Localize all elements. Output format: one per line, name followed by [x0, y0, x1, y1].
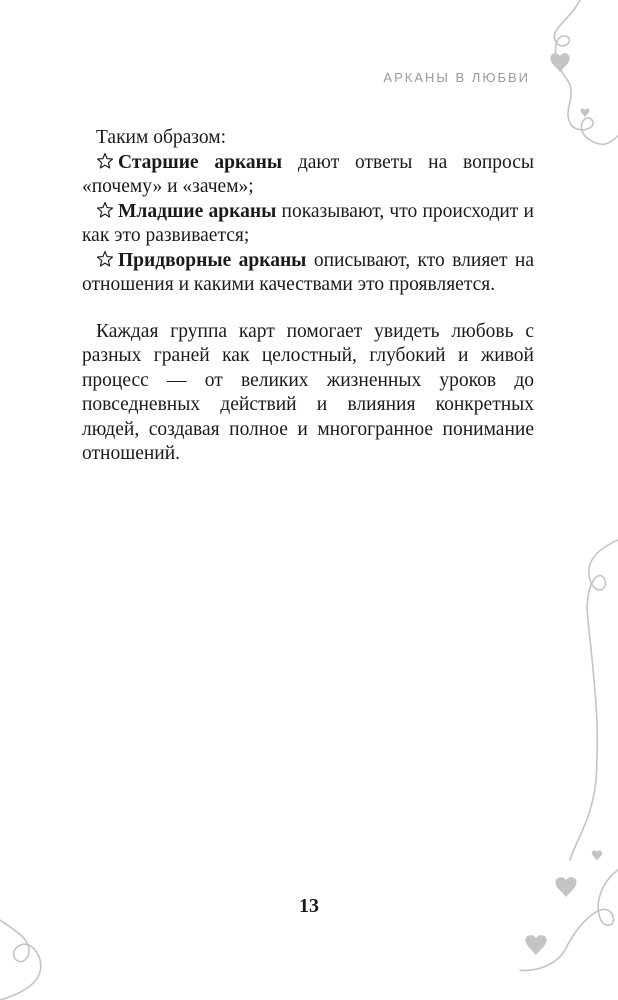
- list-item-term: Придворные арканы: [118, 249, 307, 271]
- list-item-term: Старшие арканы: [118, 151, 283, 173]
- list-item: [82, 200, 534, 249]
- body-text: [82, 126, 534, 467]
- list-item-term: Младшие арканы: [118, 200, 277, 222]
- heart-icon: [580, 109, 589, 118]
- heart-icon: [592, 851, 602, 861]
- summary-paragraph: Каждая группа карт помогает увидеть любовь с разных граней как целостный, глубокий и живой процесс — от великих жизненных уроков до повседневных действий и влияния конкретных людей, создавая полное и многогранное понимание отношений.: [82, 320, 534, 464]
- running-header: АРКАНЫ В ЛЮБВИ: [383, 70, 530, 85]
- star-outline-icon: [96, 201, 114, 219]
- heart-icon: [525, 935, 546, 956]
- intro-line: Таким образом:: [96, 127, 227, 148]
- list-item: [82, 151, 534, 200]
- heart-icon: [550, 53, 569, 73]
- swirl-line-right: [570, 540, 618, 860]
- list-item-text: показывают, что происходит и как это развивается;: [82, 200, 534, 246]
- swirl-line-bottom-left: [0, 920, 41, 1000]
- swirl-line-bottom-right: [520, 870, 618, 970]
- star-outline-icon: [96, 250, 114, 268]
- list-item: [82, 249, 534, 298]
- star-outline-icon: [96, 152, 114, 170]
- paragraph-spacer: [82, 298, 534, 320]
- list-item-text: описывают, кто влияет на отношения и какими качествами это проявляется.: [82, 249, 535, 295]
- page-number: 13: [299, 895, 319, 917]
- list-item-text: дают ответы на вопросы «почему» и «зачем»;: [82, 151, 534, 197]
- swirl-line-top-right: [554, 0, 618, 144]
